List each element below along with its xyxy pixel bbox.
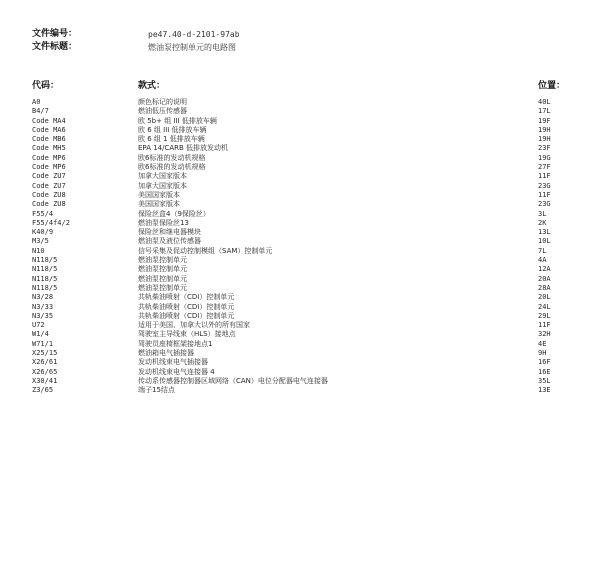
header-code: 代码： xyxy=(32,81,60,91)
row-position: 12A xyxy=(538,265,551,274)
row-code: N3/35 xyxy=(32,311,54,320)
row-position: 23G xyxy=(538,200,551,209)
row-title: 欧 5b+ 组 III 低排放车辆 xyxy=(138,116,217,125)
row-code: K40/9 xyxy=(32,228,54,237)
row-code: N118/5 xyxy=(32,256,58,265)
table-header xyxy=(32,78,572,98)
table-row xyxy=(32,321,572,330)
row-position: 4E xyxy=(538,339,547,348)
row-code: N118/5 xyxy=(32,274,58,283)
row-title: 信号采集及促动控制模组（SAM）控制单元 xyxy=(138,246,273,255)
table-row xyxy=(32,200,572,209)
doc-number-value: pe47.40-d-2101-97ab xyxy=(148,30,240,39)
table-row xyxy=(32,256,572,265)
table-row xyxy=(32,219,572,228)
row-title: 欧6标准的发动机规格 xyxy=(138,153,206,162)
row-position: 20A xyxy=(538,274,551,283)
row-position: 19H xyxy=(538,135,551,144)
table-row xyxy=(32,293,572,302)
row-title: 燃油泵保险丝13 xyxy=(138,218,189,227)
row-code: U72 xyxy=(32,321,45,330)
row-code: W71/1 xyxy=(32,339,54,348)
row-code: F55/4f4/2 xyxy=(32,218,70,227)
table-row xyxy=(32,237,572,246)
row-title: 欧6标准的发动机规格 xyxy=(138,163,206,172)
doc-title-label: 文件标题： xyxy=(32,42,78,52)
row-code: B4/7 xyxy=(32,107,49,116)
row-title: 驾驶员座椅框架接地点1 xyxy=(138,339,213,348)
row-title: 端子15结点 xyxy=(138,386,175,395)
row-code: Code ZU8 xyxy=(32,200,66,209)
table-row xyxy=(32,163,572,172)
row-code: Code MA4 xyxy=(32,116,66,125)
row-title: 燃油泵控制单元 xyxy=(138,283,187,292)
row-code: X26/61 xyxy=(32,358,58,367)
doc-number-row xyxy=(32,28,240,41)
row-title: 燃油泵及液位传感器 xyxy=(138,237,201,246)
row-position: 28A xyxy=(538,283,551,292)
table-row xyxy=(32,247,572,256)
table-row xyxy=(32,182,572,191)
row-position: 2K xyxy=(538,218,547,227)
row-position: 23F xyxy=(538,144,551,153)
table-row xyxy=(32,210,572,219)
row-position: 10L xyxy=(538,237,551,246)
table-row xyxy=(32,107,572,116)
row-position: 35L xyxy=(538,376,551,385)
row-code: F55/4 xyxy=(32,209,54,218)
row-title: 共轨柴油喷射（CDI）控制单元 xyxy=(138,311,235,320)
header-title: 款式： xyxy=(138,81,166,91)
row-title: 美国国家版本 xyxy=(138,200,180,209)
table-row xyxy=(32,154,572,163)
row-position: 40L xyxy=(538,98,551,106)
table-row xyxy=(32,284,572,293)
row-position: 16E xyxy=(538,367,551,376)
row-title: 适用于美国、加拿大以外的所有国家 xyxy=(138,321,250,330)
row-title: 燃油低压传感器 xyxy=(138,107,187,116)
row-code: M3/5 xyxy=(32,237,49,246)
table-row xyxy=(32,340,572,349)
row-code: X30/41 xyxy=(32,376,58,385)
row-title: 加拿大国家版本 xyxy=(138,181,187,190)
row-code: N10 xyxy=(32,246,45,255)
row-title: 加拿大国家版本 xyxy=(138,172,187,181)
row-position: 7L xyxy=(538,246,547,255)
row-position: 32H xyxy=(538,330,551,339)
row-code: W1/4 xyxy=(32,330,49,339)
row-code: N118/5 xyxy=(32,265,58,274)
row-code: N118/5 xyxy=(32,283,58,292)
row-code: Code MB6 xyxy=(32,135,66,144)
row-position: 29L xyxy=(538,311,551,320)
row-position: 16F xyxy=(538,358,551,367)
doc-title-row xyxy=(32,41,240,54)
doc-number-label: 文件编号： xyxy=(32,29,78,39)
row-title: 欧 6 组 1 低排放车辆 xyxy=(138,135,205,144)
table-row xyxy=(32,312,572,321)
row-code: N3/33 xyxy=(32,302,54,311)
table-row xyxy=(32,98,572,107)
row-code: Code MP6 xyxy=(32,163,66,172)
table-row xyxy=(32,386,572,395)
row-title: 燃油泵控制单元 xyxy=(138,265,187,274)
row-title: 欧 6 组 III 低排放车辆 xyxy=(138,125,207,134)
row-position: 13E xyxy=(538,386,551,395)
row-title: 传动系传感器控制器区域网络（CAN）电位分配器电气连接器 xyxy=(138,376,328,385)
row-title: 发动机线束电气连接器 4 xyxy=(138,367,215,376)
row-position: 24L xyxy=(538,302,551,311)
row-position: 23G xyxy=(538,181,551,190)
row-title: 共轨柴油喷射（CDI）控制单元 xyxy=(138,302,235,311)
row-position: 3L xyxy=(538,209,547,218)
row-code: X26/65 xyxy=(32,367,58,376)
table-row xyxy=(32,135,572,144)
table-row xyxy=(32,368,572,377)
row-title: 燃油箱电气插接器 xyxy=(138,349,194,358)
table-row xyxy=(32,358,572,367)
row-position: 17L xyxy=(538,107,551,116)
row-position: 20L xyxy=(538,293,551,302)
row-code: Code ZU7 xyxy=(32,172,66,181)
row-position: 11F xyxy=(538,321,551,330)
table-row xyxy=(32,172,572,181)
row-title: 保险丝盒4（9保险丝） xyxy=(138,209,210,218)
row-position: 19H xyxy=(538,125,551,134)
row-code: N3/28 xyxy=(32,293,54,302)
row-title: 驾驶室主导线束（HLS）接地点 xyxy=(138,330,236,339)
row-code: Code ZU7 xyxy=(32,181,66,190)
header-position: 位置： xyxy=(538,81,566,91)
row-title: 保险丝和继电器模块 xyxy=(138,228,201,237)
row-code: Code MP6 xyxy=(32,153,66,162)
row-position: 13L xyxy=(538,228,551,237)
row-title: 颜色标记的说明 xyxy=(138,98,187,106)
row-title: 共轨柴油喷射（CDI）控制单元 xyxy=(138,293,235,302)
table-row xyxy=(32,117,572,126)
row-position: 27F xyxy=(538,163,551,172)
table-row xyxy=(32,377,572,386)
row-title: 发动机线束电气插接器 xyxy=(138,358,208,367)
table-row xyxy=(32,349,572,358)
row-code: Code ZU8 xyxy=(32,190,66,199)
row-position: 19G xyxy=(538,153,551,162)
table-row xyxy=(32,265,572,274)
doc-title-value: 燃油泵控制单元的电路图 xyxy=(148,43,236,52)
row-code: Code MH5 xyxy=(32,144,66,153)
row-code: X25/15 xyxy=(32,349,58,358)
table-body xyxy=(32,98,572,396)
document-metadata xyxy=(32,28,240,54)
table-row xyxy=(32,144,572,153)
row-title: 燃油泵控制单元 xyxy=(138,274,187,283)
row-title: 美国国家版本 xyxy=(138,190,180,199)
row-position: 11F xyxy=(538,172,551,181)
row-position: 9H xyxy=(538,349,547,358)
row-code: Z3/65 xyxy=(32,386,54,395)
row-position: 19F xyxy=(538,116,551,125)
table-row xyxy=(32,126,572,135)
component-table xyxy=(32,78,572,396)
table-row xyxy=(32,191,572,200)
row-position: 11F xyxy=(538,190,551,199)
row-title: 燃油泵控制单元 xyxy=(138,256,187,265)
table-row xyxy=(32,303,572,312)
table-row xyxy=(32,275,572,284)
table-row xyxy=(32,330,572,339)
row-code: Code MA6 xyxy=(32,125,66,134)
row-title: EPA 14/CARB 低排放发动机 xyxy=(138,144,229,153)
row-position: 4A xyxy=(538,256,547,265)
table-row xyxy=(32,228,572,237)
row-code: A0 xyxy=(32,98,41,106)
